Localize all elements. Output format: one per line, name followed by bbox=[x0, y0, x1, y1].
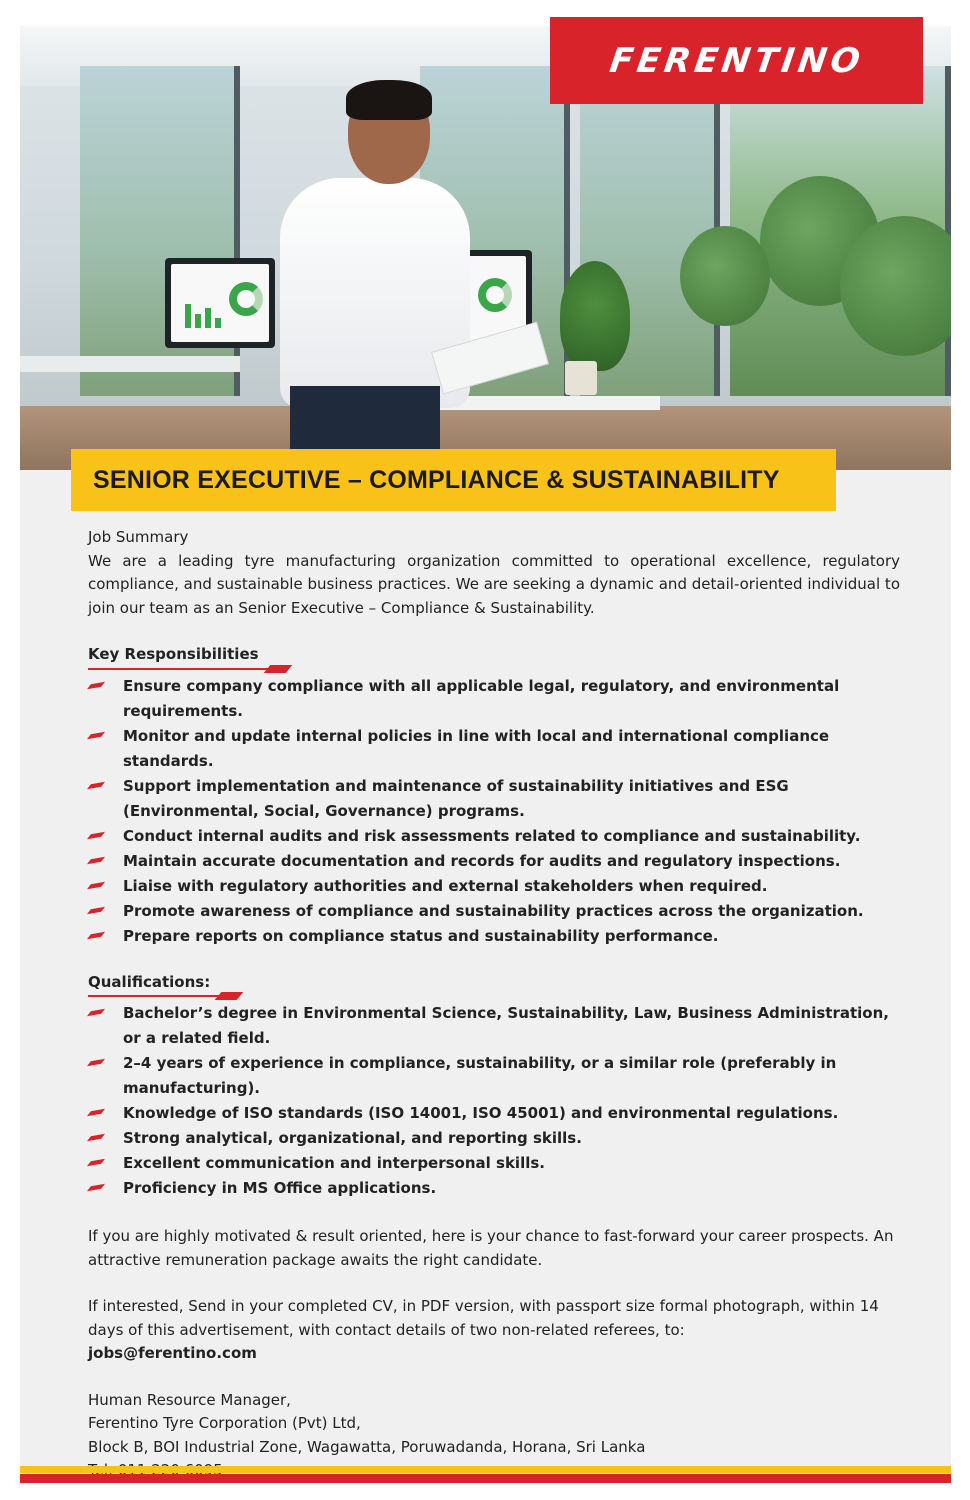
list-item: Promote awareness of compliance and sustainability practices across the organization. bbox=[88, 899, 900, 924]
bullet-marker-icon bbox=[90, 783, 102, 789]
heading-flag-marker bbox=[263, 665, 292, 673]
list-item: Maintain accurate documentation and records for audits and regulatory inspections. bbox=[88, 849, 900, 874]
bullet-marker-icon bbox=[90, 833, 102, 839]
list-item: Conduct internal audits and risk assessments related to compliance and sustainability. bbox=[88, 824, 900, 849]
list-item: Excellent communication and interpersonal skills. bbox=[88, 1151, 900, 1176]
list-item: Strong analytical, organizational, and reporting skills. bbox=[88, 1126, 900, 1151]
bullet-marker-icon bbox=[90, 858, 102, 864]
potted-plant bbox=[560, 261, 630, 371]
summary-label: Job Summary bbox=[88, 528, 189, 546]
list-item: Ensure company compliance with all applicable legal, regulatory, and environmental requirements. bbox=[88, 674, 900, 724]
list-item: Prepare reports on compliance status and sustainability performance. bbox=[88, 924, 900, 949]
application-instructions: If interested, Send in your completed CV, in PDF version, with passport size formal photograph, within 14 days of this advertisement, with contact details of two non-related referees, to: bbox=[88, 1297, 879, 1339]
job-title-banner bbox=[71, 449, 836, 511]
list-item: Proficiency in MS Office applications. bbox=[88, 1176, 900, 1201]
bullet-marker-icon bbox=[90, 1010, 102, 1016]
bullet-marker-icon bbox=[90, 933, 102, 939]
bullet-marker-icon bbox=[90, 733, 102, 739]
responsibilities-list bbox=[88, 674, 900, 949]
bullet-marker-icon bbox=[90, 683, 102, 689]
heading-flag-marker bbox=[215, 992, 244, 1000]
list-item: 2–4 years of experience in compliance, sustainability, or a similar role (preferably in manufacturing). bbox=[88, 1051, 900, 1101]
bullet-marker-icon bbox=[90, 908, 102, 914]
bullet-marker-icon bbox=[90, 1135, 102, 1141]
motivation-text: If you are highly motivated & result oriented, here is your chance to fast-forward your career prospects. An attractive remuneration package awaits the right candidate. bbox=[88, 1227, 894, 1269]
bullet-marker-icon bbox=[90, 1185, 102, 1191]
contact-email-link[interactable]: jobs@ferentino.com bbox=[88, 1344, 257, 1362]
bullet-marker-icon bbox=[90, 1160, 102, 1166]
ferentino-logo bbox=[550, 17, 923, 104]
logo-wordmark: FERENTINO bbox=[606, 40, 867, 81]
job-description bbox=[88, 526, 900, 1483]
responsibilities-heading bbox=[88, 643, 289, 667]
desk bbox=[20, 356, 240, 372]
man-holding-papers bbox=[250, 86, 490, 470]
bullet-marker-icon bbox=[90, 1110, 102, 1116]
list-item: Knowledge of ISO standards (ISO 14001, ISO 45001) and environmental regulations. bbox=[88, 1101, 900, 1126]
footer-yellow-stripe bbox=[20, 1466, 951, 1473]
company-name: Ferentino Tyre Corporation (Pvt) Ltd, bbox=[88, 1414, 361, 1432]
hr-manager-title: Human Resource Manager, bbox=[88, 1390, 291, 1409]
company-address: Block B, BOI Industrial Zone, Wagawatta, Poruwadanda, Horana, Sri Lanka bbox=[88, 1437, 646, 1456]
qualifications-heading-text: Qualifications: bbox=[88, 972, 211, 991]
summary-text: We are a leading tyre manufacturing organization committed to operational excellence, regulatory compliance, and sustainable business practices. We are seeking a dynamic and detail-oriented individual to join our team as an Senior Executive – Compliance & Sustainability. bbox=[88, 551, 900, 617]
footer-red-stripe bbox=[20, 1474, 951, 1483]
qualifications-list bbox=[88, 1001, 900, 1201]
responsibilities-heading-text: Key Responsibilities bbox=[88, 645, 259, 663]
job-title: SENIOR EXECUTIVE – COMPLIANCE & SUSTAINABILITY bbox=[93, 465, 780, 494]
list-item: Monitor and update internal policies in line with local and international compliance standards. bbox=[88, 724, 900, 774]
qualifications-heading bbox=[88, 971, 240, 995]
tree bbox=[680, 226, 770, 326]
list-item: Liaise with regulatory authorities and external stakeholders when required. bbox=[88, 874, 900, 899]
bullet-marker-icon bbox=[90, 883, 102, 889]
heading-underline bbox=[88, 995, 226, 997]
list-item: Bachelor’s degree in Environmental Science, Sustainability, Law, Business Administration, or a related field. bbox=[88, 1001, 900, 1051]
plant-pot bbox=[565, 361, 597, 395]
bullet-marker-icon bbox=[90, 1060, 102, 1066]
list-item: Support implementation and maintenance of sustainability initiatives and ESG (Environmental, Social, Governance) programs. bbox=[88, 774, 900, 824]
heading-underline bbox=[88, 668, 275, 670]
